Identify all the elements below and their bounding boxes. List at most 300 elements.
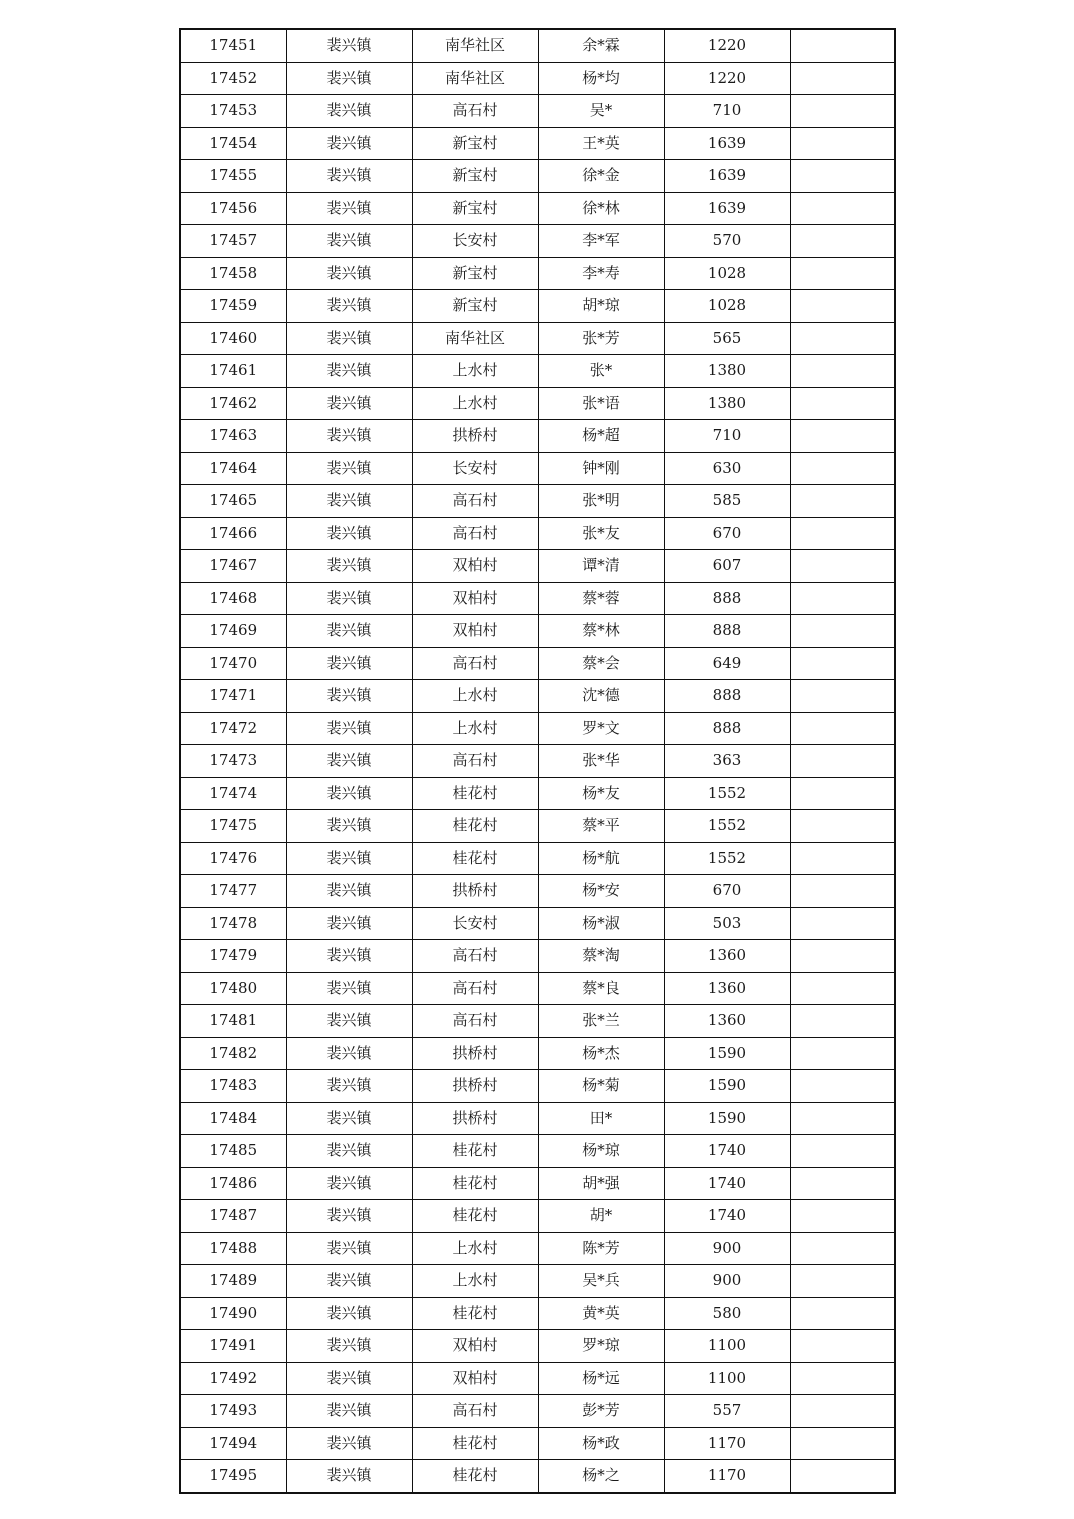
town-cell: 裴兴镇	[286, 62, 412, 95]
note-cell	[790, 95, 895, 128]
amount-cell: 565	[664, 322, 790, 355]
serial-number-cell: 17489	[180, 1265, 286, 1298]
village-cell: 桂花村	[412, 1460, 538, 1493]
town-cell: 裴兴镇	[286, 29, 412, 62]
town-cell: 裴兴镇	[286, 290, 412, 323]
note-cell	[790, 192, 895, 225]
note-cell	[790, 842, 895, 875]
amount-cell: 1170	[664, 1460, 790, 1493]
note-cell	[790, 680, 895, 713]
town-cell: 裴兴镇	[286, 485, 412, 518]
amount-cell: 888	[664, 680, 790, 713]
amount-cell: 1100	[664, 1362, 790, 1395]
name-cell: 张*友	[538, 517, 664, 550]
village-cell: 双柏村	[412, 550, 538, 583]
name-cell: 张*语	[538, 387, 664, 420]
amount-cell: 900	[664, 1265, 790, 1298]
village-cell: 拱桥村	[412, 1102, 538, 1135]
town-cell: 裴兴镇	[286, 452, 412, 485]
village-cell: 桂花村	[412, 842, 538, 875]
serial-number-cell: 17452	[180, 62, 286, 95]
town-cell: 裴兴镇	[286, 420, 412, 453]
note-cell	[790, 1297, 895, 1330]
town-cell: 裴兴镇	[286, 842, 412, 875]
note-cell	[790, 647, 895, 680]
note-cell	[790, 907, 895, 940]
town-cell: 裴兴镇	[286, 1232, 412, 1265]
village-cell: 长安村	[412, 452, 538, 485]
serial-number-cell: 17480	[180, 972, 286, 1005]
amount-cell: 900	[664, 1232, 790, 1265]
name-cell: 徐*金	[538, 160, 664, 193]
village-cell: 新宝村	[412, 257, 538, 290]
town-cell: 裴兴镇	[286, 1395, 412, 1428]
serial-number-cell: 17492	[180, 1362, 286, 1395]
serial-number-cell: 17494	[180, 1427, 286, 1460]
village-cell: 新宝村	[412, 290, 538, 323]
note-cell	[790, 1427, 895, 1460]
name-cell: 陈*芳	[538, 1232, 664, 1265]
town-cell: 裴兴镇	[286, 875, 412, 908]
village-cell: 高石村	[412, 972, 538, 1005]
note-cell	[790, 322, 895, 355]
name-cell: 杨*之	[538, 1460, 664, 1493]
serial-number-cell: 17484	[180, 1102, 286, 1135]
note-cell	[790, 160, 895, 193]
note-cell	[790, 29, 895, 62]
table-row	[180, 322, 895, 355]
name-cell: 蔡*良	[538, 972, 664, 1005]
table-row	[180, 387, 895, 420]
town-cell: 裴兴镇	[286, 322, 412, 355]
town-cell: 裴兴镇	[286, 1037, 412, 1070]
amount-cell: 557	[664, 1395, 790, 1428]
name-cell: 蔡*平	[538, 810, 664, 843]
note-cell	[790, 387, 895, 420]
serial-number-cell: 17474	[180, 777, 286, 810]
town-cell: 裴兴镇	[286, 1460, 412, 1493]
amount-cell: 1220	[664, 62, 790, 95]
village-cell: 长安村	[412, 225, 538, 258]
serial-number-cell: 17466	[180, 517, 286, 550]
amount-cell: 1552	[664, 777, 790, 810]
village-cell: 上水村	[412, 387, 538, 420]
note-cell	[790, 1102, 895, 1135]
town-cell: 裴兴镇	[286, 1297, 412, 1330]
village-cell: 南华社区	[412, 322, 538, 355]
village-cell: 双柏村	[412, 582, 538, 615]
amount-cell: 503	[664, 907, 790, 940]
serial-number-cell: 17467	[180, 550, 286, 583]
amount-cell: 1552	[664, 842, 790, 875]
note-cell	[790, 777, 895, 810]
table-row	[180, 290, 895, 323]
serial-number-cell: 17473	[180, 745, 286, 778]
village-cell: 新宝村	[412, 160, 538, 193]
table-row	[180, 355, 895, 388]
village-cell: 上水村	[412, 680, 538, 713]
note-cell	[790, 62, 895, 95]
amount-cell: 363	[664, 745, 790, 778]
village-cell: 桂花村	[412, 1297, 538, 1330]
serial-number-cell: 17481	[180, 1005, 286, 1038]
town-cell: 裴兴镇	[286, 615, 412, 648]
serial-number-cell: 17482	[180, 1037, 286, 1070]
table-row	[180, 257, 895, 290]
name-cell: 王*英	[538, 127, 664, 160]
amount-cell: 607	[664, 550, 790, 583]
table-row	[180, 907, 895, 940]
serial-number-cell: 17472	[180, 712, 286, 745]
serial-number-cell: 17476	[180, 842, 286, 875]
name-cell: 蔡*会	[538, 647, 664, 680]
note-cell	[790, 290, 895, 323]
table-row	[180, 420, 895, 453]
note-cell	[790, 1200, 895, 1233]
village-cell: 高石村	[412, 95, 538, 128]
amount-cell: 1639	[664, 192, 790, 225]
serial-number-cell: 17465	[180, 485, 286, 518]
serial-number-cell: 17468	[180, 582, 286, 615]
name-cell: 蔡*蓉	[538, 582, 664, 615]
table-row	[180, 1070, 895, 1103]
table-body	[180, 29, 895, 1493]
table-row	[180, 160, 895, 193]
serial-number-cell: 17469	[180, 615, 286, 648]
name-cell: 张*兰	[538, 1005, 664, 1038]
table-row	[180, 647, 895, 680]
amount-cell: 1028	[664, 290, 790, 323]
village-cell: 上水村	[412, 1265, 538, 1298]
serial-number-cell: 17458	[180, 257, 286, 290]
amount-cell: 580	[664, 1297, 790, 1330]
town-cell: 裴兴镇	[286, 1005, 412, 1038]
table-row	[180, 517, 895, 550]
name-cell: 谭*清	[538, 550, 664, 583]
name-cell: 杨*政	[538, 1427, 664, 1460]
table-row	[180, 1362, 895, 1395]
village-cell: 上水村	[412, 355, 538, 388]
name-cell: 杨*友	[538, 777, 664, 810]
amount-cell: 1740	[664, 1135, 790, 1168]
note-cell	[790, 712, 895, 745]
name-cell: 黄*英	[538, 1297, 664, 1330]
note-cell	[790, 1232, 895, 1265]
note-cell	[790, 517, 895, 550]
amount-cell: 670	[664, 875, 790, 908]
village-cell: 桂花村	[412, 777, 538, 810]
town-cell: 裴兴镇	[286, 777, 412, 810]
table-row	[180, 1395, 895, 1428]
amount-cell: 570	[664, 225, 790, 258]
serial-number-cell: 17490	[180, 1297, 286, 1330]
serial-number-cell: 17464	[180, 452, 286, 485]
table-row	[180, 680, 895, 713]
serial-number-cell: 17470	[180, 647, 286, 680]
table-row	[180, 810, 895, 843]
table-row	[180, 1200, 895, 1233]
table-row	[180, 452, 895, 485]
town-cell: 裴兴镇	[286, 517, 412, 550]
serial-number-cell: 17485	[180, 1135, 286, 1168]
note-cell	[790, 810, 895, 843]
serial-number-cell: 17461	[180, 355, 286, 388]
note-cell	[790, 582, 895, 615]
town-cell: 裴兴镇	[286, 95, 412, 128]
serial-number-cell: 17478	[180, 907, 286, 940]
serial-number-cell: 17486	[180, 1167, 286, 1200]
note-cell	[790, 1395, 895, 1428]
amount-cell: 1380	[664, 387, 790, 420]
name-cell: 张*华	[538, 745, 664, 778]
name-cell: 徐*林	[538, 192, 664, 225]
note-cell	[790, 452, 895, 485]
village-cell: 高石村	[412, 745, 538, 778]
town-cell: 裴兴镇	[286, 1362, 412, 1395]
village-cell: 拱桥村	[412, 1070, 538, 1103]
name-cell: 蔡*林	[538, 615, 664, 648]
town-cell: 裴兴镇	[286, 1070, 412, 1103]
table-row	[180, 29, 895, 62]
note-cell	[790, 972, 895, 1005]
town-cell: 裴兴镇	[286, 1427, 412, 1460]
table-row	[180, 745, 895, 778]
name-cell: 杨*远	[538, 1362, 664, 1395]
village-cell: 高石村	[412, 517, 538, 550]
town-cell: 裴兴镇	[286, 1167, 412, 1200]
subsidy-table	[179, 28, 896, 1494]
amount-cell: 1360	[664, 1005, 790, 1038]
note-cell	[790, 1460, 895, 1493]
note-cell	[790, 1330, 895, 1363]
note-cell	[790, 1037, 895, 1070]
town-cell: 裴兴镇	[286, 355, 412, 388]
town-cell: 裴兴镇	[286, 582, 412, 615]
name-cell: 杨*航	[538, 842, 664, 875]
town-cell: 裴兴镇	[286, 972, 412, 1005]
note-cell	[790, 550, 895, 583]
village-cell: 高石村	[412, 1395, 538, 1428]
name-cell: 杨*琼	[538, 1135, 664, 1168]
village-cell: 高石村	[412, 1005, 538, 1038]
village-cell: 拱桥村	[412, 875, 538, 908]
serial-number-cell: 17457	[180, 225, 286, 258]
table-row	[180, 1460, 895, 1493]
town-cell: 裴兴镇	[286, 810, 412, 843]
amount-cell: 1552	[664, 810, 790, 843]
amount-cell: 1380	[664, 355, 790, 388]
note-cell	[790, 745, 895, 778]
town-cell: 裴兴镇	[286, 745, 412, 778]
amount-cell: 1740	[664, 1200, 790, 1233]
name-cell: 余*霖	[538, 29, 664, 62]
name-cell: 张*	[538, 355, 664, 388]
name-cell: 田*	[538, 1102, 664, 1135]
serial-number-cell: 17475	[180, 810, 286, 843]
serial-number-cell: 17479	[180, 940, 286, 973]
serial-number-cell: 17460	[180, 322, 286, 355]
table-row	[180, 842, 895, 875]
amount-cell: 630	[664, 452, 790, 485]
town-cell: 裴兴镇	[286, 192, 412, 225]
village-cell: 拱桥村	[412, 1037, 538, 1070]
name-cell: 杨*菊	[538, 1070, 664, 1103]
table-row	[180, 712, 895, 745]
serial-number-cell: 17491	[180, 1330, 286, 1363]
amount-cell: 710	[664, 95, 790, 128]
town-cell: 裴兴镇	[286, 1135, 412, 1168]
village-cell: 桂花村	[412, 1427, 538, 1460]
serial-number-cell: 17456	[180, 192, 286, 225]
name-cell: 蔡*淘	[538, 940, 664, 973]
note-cell	[790, 1005, 895, 1038]
name-cell: 杨*均	[538, 62, 664, 95]
village-cell: 桂花村	[412, 1167, 538, 1200]
town-cell: 裴兴镇	[286, 550, 412, 583]
village-cell: 桂花村	[412, 1135, 538, 1168]
amount-cell: 888	[664, 582, 790, 615]
serial-number-cell: 17455	[180, 160, 286, 193]
note-cell	[790, 355, 895, 388]
village-cell: 新宝村	[412, 127, 538, 160]
name-cell: 罗*文	[538, 712, 664, 745]
note-cell	[790, 127, 895, 160]
note-cell	[790, 1362, 895, 1395]
town-cell: 裴兴镇	[286, 940, 412, 973]
table-row	[180, 225, 895, 258]
table-row	[180, 1005, 895, 1038]
table-row	[180, 127, 895, 160]
town-cell: 裴兴镇	[286, 127, 412, 160]
town-cell: 裴兴镇	[286, 160, 412, 193]
note-cell	[790, 1167, 895, 1200]
name-cell: 沈*德	[538, 680, 664, 713]
name-cell: 杨*杰	[538, 1037, 664, 1070]
name-cell: 吴*兵	[538, 1265, 664, 1298]
table-row	[180, 1330, 895, 1363]
name-cell: 胡*琼	[538, 290, 664, 323]
table-row	[180, 777, 895, 810]
amount-cell: 1590	[664, 1070, 790, 1103]
name-cell: 彭*芳	[538, 1395, 664, 1428]
village-cell: 桂花村	[412, 1200, 538, 1233]
village-cell: 上水村	[412, 712, 538, 745]
table-row	[180, 940, 895, 973]
amount-cell: 585	[664, 485, 790, 518]
serial-number-cell: 17493	[180, 1395, 286, 1428]
table-row	[180, 1135, 895, 1168]
village-cell: 桂花村	[412, 810, 538, 843]
name-cell: 罗*琼	[538, 1330, 664, 1363]
table-row	[180, 62, 895, 95]
name-cell: 张*明	[538, 485, 664, 518]
amount-cell: 1740	[664, 1167, 790, 1200]
amount-cell: 1100	[664, 1330, 790, 1363]
town-cell: 裴兴镇	[286, 1200, 412, 1233]
amount-cell: 1590	[664, 1037, 790, 1070]
note-cell	[790, 225, 895, 258]
town-cell: 裴兴镇	[286, 387, 412, 420]
note-cell	[790, 1265, 895, 1298]
village-cell: 新宝村	[412, 192, 538, 225]
serial-number-cell: 17453	[180, 95, 286, 128]
name-cell: 吴*	[538, 95, 664, 128]
town-cell: 裴兴镇	[286, 680, 412, 713]
amount-cell: 1360	[664, 940, 790, 973]
amount-cell: 1639	[664, 127, 790, 160]
table-row	[180, 582, 895, 615]
town-cell: 裴兴镇	[286, 712, 412, 745]
amount-cell: 670	[664, 517, 790, 550]
amount-cell: 888	[664, 712, 790, 745]
name-cell: 钟*刚	[538, 452, 664, 485]
note-cell	[790, 485, 895, 518]
amount-cell: 1170	[664, 1427, 790, 1460]
table-row	[180, 972, 895, 1005]
note-cell	[790, 875, 895, 908]
village-cell: 南华社区	[412, 29, 538, 62]
note-cell	[790, 1135, 895, 1168]
town-cell: 裴兴镇	[286, 257, 412, 290]
village-cell: 双柏村	[412, 615, 538, 648]
note-cell	[790, 420, 895, 453]
table-row	[180, 1297, 895, 1330]
serial-number-cell: 17487	[180, 1200, 286, 1233]
name-cell: 胡*强	[538, 1167, 664, 1200]
name-cell: 杨*超	[538, 420, 664, 453]
amount-cell: 1220	[664, 29, 790, 62]
table-row	[180, 1427, 895, 1460]
note-cell	[790, 940, 895, 973]
serial-number-cell: 17477	[180, 875, 286, 908]
name-cell: 张*芳	[538, 322, 664, 355]
village-cell: 上水村	[412, 1232, 538, 1265]
serial-number-cell: 17459	[180, 290, 286, 323]
serial-number-cell: 17495	[180, 1460, 286, 1493]
amount-cell: 888	[664, 615, 790, 648]
amount-cell: 1028	[664, 257, 790, 290]
table-row	[180, 1265, 895, 1298]
table-row	[180, 485, 895, 518]
village-cell: 南华社区	[412, 62, 538, 95]
serial-number-cell: 17471	[180, 680, 286, 713]
town-cell: 裴兴镇	[286, 1330, 412, 1363]
serial-number-cell: 17462	[180, 387, 286, 420]
name-cell: 李*军	[538, 225, 664, 258]
name-cell: 胡*	[538, 1200, 664, 1233]
table-row	[180, 1167, 895, 1200]
serial-number-cell: 17483	[180, 1070, 286, 1103]
town-cell: 裴兴镇	[286, 647, 412, 680]
town-cell: 裴兴镇	[286, 225, 412, 258]
table-row	[180, 875, 895, 908]
name-cell: 杨*安	[538, 875, 664, 908]
village-cell: 高石村	[412, 647, 538, 680]
serial-number-cell: 17451	[180, 29, 286, 62]
table-row	[180, 95, 895, 128]
amount-cell: 1590	[664, 1102, 790, 1135]
note-cell	[790, 257, 895, 290]
amount-cell: 710	[664, 420, 790, 453]
village-cell: 拱桥村	[412, 420, 538, 453]
table-row	[180, 550, 895, 583]
table-row	[180, 615, 895, 648]
village-cell: 高石村	[412, 940, 538, 973]
village-cell: 高石村	[412, 485, 538, 518]
serial-number-cell: 17488	[180, 1232, 286, 1265]
town-cell: 裴兴镇	[286, 1102, 412, 1135]
table-row	[180, 1037, 895, 1070]
